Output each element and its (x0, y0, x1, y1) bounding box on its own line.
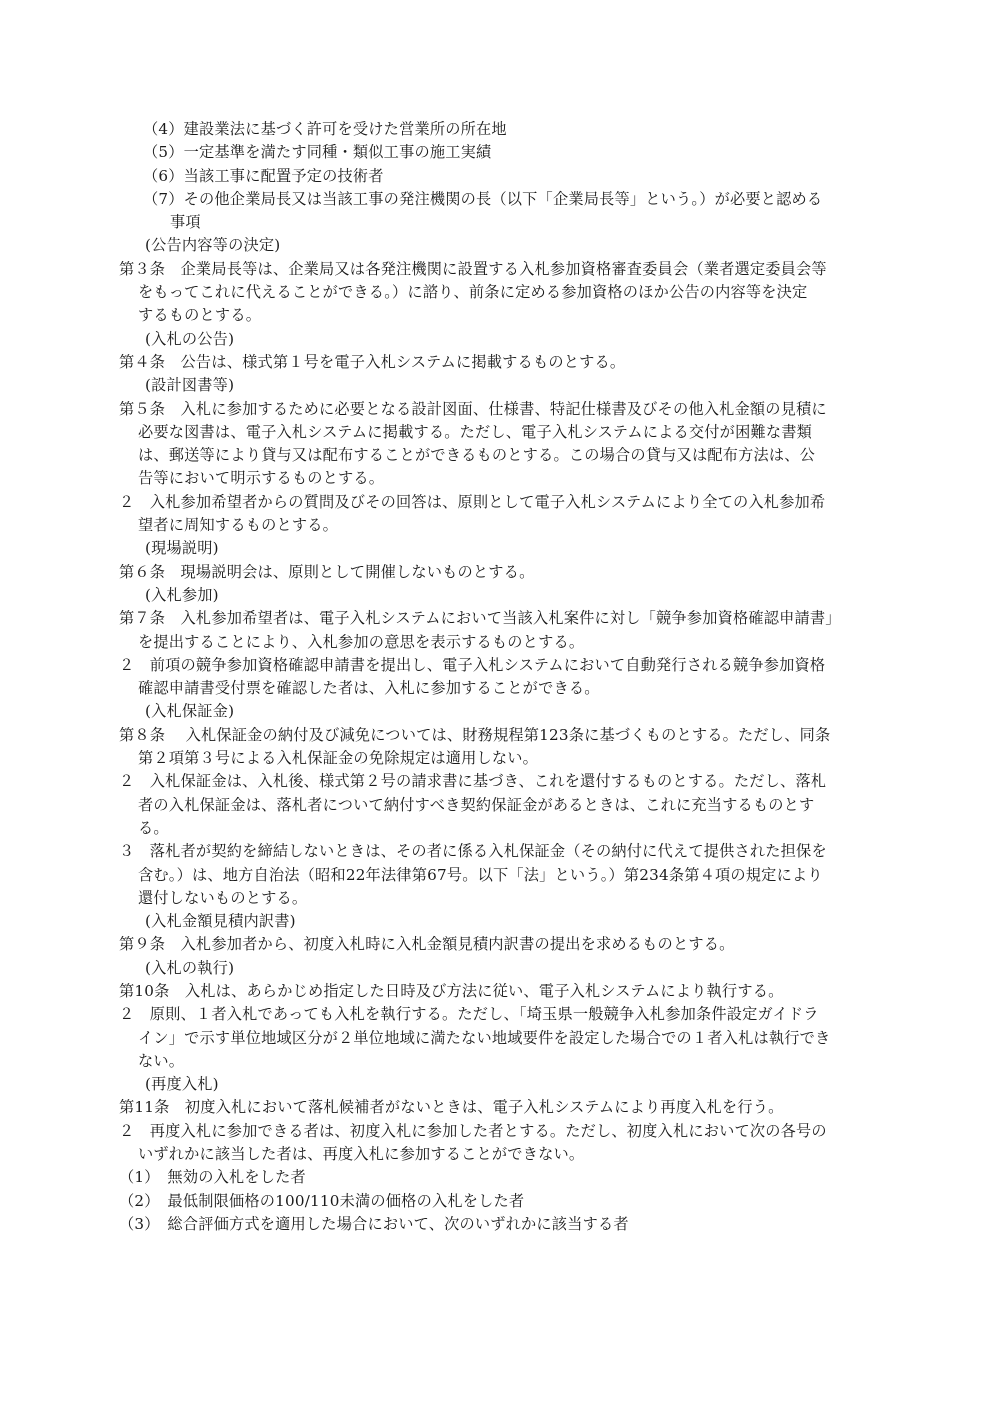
article-line: 第５条 入札に参加するために必要となる設計図面、仕様書、特記仕様書及びその他入札金額の見積に (119, 399, 827, 418)
continuation-line: 望者に周知するものとする。 (138, 516, 339, 535)
continuation-line: するものとする。 (138, 306, 262, 325)
continuation-line: 者の入札保証金は、落札者について納付すべき契約保証金があるときは、これに充当するものとす (138, 795, 815, 814)
text-row (0, 631, 1000, 654)
list-item-continuation: 事項 (170, 213, 201, 232)
section-heading: (入札参加) (145, 585, 219, 604)
list-item: （6）当該工事に配置予定の技術者 (143, 166, 384, 185)
text-row (0, 561, 1000, 584)
section-heading: (入札の公告) (145, 329, 235, 348)
continuation-line: は、郵送等により貸与又は配布することができるものとする。この場合の貸与又は配布方法は、公 (138, 446, 816, 465)
text-row (0, 1190, 1000, 1213)
text-row (0, 677, 1000, 700)
text-row (0, 351, 1000, 374)
text-row (0, 817, 1000, 840)
text-row (0, 840, 1000, 863)
article-line: 第６条 現場説明会は、原則として開催しないものとする。 (119, 562, 535, 581)
section-heading: (再度入札) (145, 1075, 219, 1094)
text-row (0, 188, 1000, 211)
numbered-paragraph: ２ 入札保証金は、入札後、様式第２号の請求書に基づき、これを還付するものとする。ただし、落札 (119, 772, 827, 791)
text-row (0, 491, 1000, 514)
numbered-paragraph: ２ 再度入札に参加できる者は、初度入札に参加した者とする。ただし、初度入札において次の各号の (119, 1121, 827, 1140)
text-row (0, 654, 1000, 677)
text-row (0, 980, 1000, 1003)
continuation-line: ない。 (138, 1051, 185, 1070)
text-row (0, 374, 1000, 397)
continuation-line: をもってこれに代えることができる。）に諮り、前条に定める参加資格のほか公告の内容等を決定 (138, 283, 808, 302)
continuation-line: 含む。）は、地方自治法（昭和22年法律第67号。以下「法」という。）第234条第４項の規定により (138, 865, 823, 884)
text-row (0, 304, 1000, 327)
sub-item: （1） 無効の入札をした者 (119, 1168, 306, 1187)
text-row (0, 794, 1000, 817)
text-row (0, 398, 1000, 421)
text-row (0, 444, 1000, 467)
text-row (0, 467, 1000, 490)
text-row (0, 724, 1000, 747)
text-row (0, 1096, 1000, 1119)
continuation-line: 確認申請書受付票を確認した者は、入札に参加することができる。 (138, 679, 600, 698)
article-line: 第３条 企業局長等は、企業局又は各発注機関に設置する入札参加資格審査委員会（業者選定委員会等 (119, 259, 827, 278)
continuation-line: イン」で示す単位地域区分が２単位地域に満たない地域要件を設定した場合での１者入札は執行でき (138, 1028, 831, 1047)
continuation-line: 必要な図書は、電子入札システムに掲載する。ただし、電子入札システムによる交付が困難な書類 (138, 422, 813, 441)
section-heading: (現場説明) (145, 539, 219, 558)
text-row (0, 118, 1000, 141)
section-heading: (入札保証金) (145, 702, 235, 721)
continuation-line: いずれかに該当した者は、再度入札に参加することができない。 (138, 1145, 585, 1164)
article-line: 第４条 公告は、様式第１号を電子入札システムに掲載するものとする。 (119, 352, 626, 371)
numbered-paragraph: ２ 入札参加希望者からの質問及びその回答は、原則として電子入札システムにより全ての入札参加希 (119, 492, 826, 511)
text-row (0, 933, 1000, 956)
text-row (0, 864, 1000, 887)
text-row (0, 328, 1000, 351)
continuation-line: 還付しないものとする。 (138, 888, 308, 907)
text-row (0, 1073, 1000, 1096)
text-row (0, 421, 1000, 444)
continuation-line: 告等において明示するものとする。 (138, 469, 385, 488)
text-row (0, 1050, 1000, 1073)
text-row (0, 281, 1000, 304)
text-row (0, 1120, 1000, 1143)
continuation-line: 第２項第３号による入札保証金の免除規定は適用しない。 (138, 749, 539, 768)
text-row (0, 234, 1000, 257)
text-row (0, 537, 1000, 560)
text-row (0, 584, 1000, 607)
numbered-paragraph: ２ 前項の競争参加資格確認申請書を提出し、電子入札システムにおいて自動発行される競争参加資格 (119, 655, 826, 674)
sub-item: （3） 総合評価方式を適用した場合において、次のいずれかに該当する者 (119, 1214, 629, 1233)
list-item: （7）その他企業局長又は当該工事の発注機関の長（以下「企業局長等」という。）が必要と認める (143, 189, 823, 208)
document-body (0, 118, 1000, 1236)
list-item: （4）建設業法に基づく許可を受けた営業所の所在地 (143, 120, 507, 138)
text-row (0, 1213, 1000, 1236)
text-row (0, 747, 1000, 770)
text-row (0, 258, 1000, 281)
article-line: 第９条 入札参加者から、初度入札時に入札金額見積内訳書の提出を求めるものとする。 (119, 935, 735, 954)
text-row (0, 165, 1000, 188)
continuation-line: を提出することにより、入札参加の意思を表示するものとする。 (138, 632, 585, 651)
article-line: 第10条 入札は、あらかじめ指定した日時及び方法に従い、電子入札システムにより執行する。 (119, 981, 784, 1000)
text-row (0, 910, 1000, 933)
text-row (0, 1003, 1000, 1026)
text-row (0, 700, 1000, 723)
text-row (0, 770, 1000, 793)
text-row (0, 141, 1000, 164)
text-row (0, 211, 1000, 234)
section-heading: (公告内容等の決定) (145, 236, 281, 255)
list-item: （5）一定基準を満たす同種・類似工事の施工実績 (143, 143, 492, 162)
text-row (0, 1166, 1000, 1189)
article-line: 第７条 入札参加希望者は、電子入札システムにおいて当該入札案件に対し「競争参加資格確認申請書」 (119, 609, 841, 628)
numbered-paragraph: ３ 落札者が契約を締結しないときは、その者に係る入札保証金（その納付に代えて提供された担保を (119, 842, 827, 861)
text-row (0, 514, 1000, 537)
article-line: 第11条 初度入札において落札候補者がないときは、電子入札システムにより再度入札を行う。 (119, 1098, 784, 1117)
article-line: 第８条 入札保証金の納付及び減免については、財務規程第123条に基づくものとする。ただし、同条 (119, 725, 831, 744)
text-row (0, 887, 1000, 910)
section-heading: (入札の執行) (145, 958, 235, 977)
text-row (0, 957, 1000, 980)
text-row (0, 1143, 1000, 1166)
sub-item: （2） 最低制限価格の100/110未満の価格の入札をした者 (119, 1191, 525, 1210)
section-heading: (設計図書等) (145, 376, 235, 395)
continuation-line: る。 (138, 818, 169, 837)
numbered-paragraph: ２ 原則、１者入札であっても入札を執行する。ただし、「埼玉県一般競争入札参加条件設定ガイドラ (119, 1005, 819, 1024)
section-heading: (入札金額見積内訳書) (145, 912, 296, 931)
text-row (0, 607, 1000, 630)
text-row (0, 1027, 1000, 1050)
